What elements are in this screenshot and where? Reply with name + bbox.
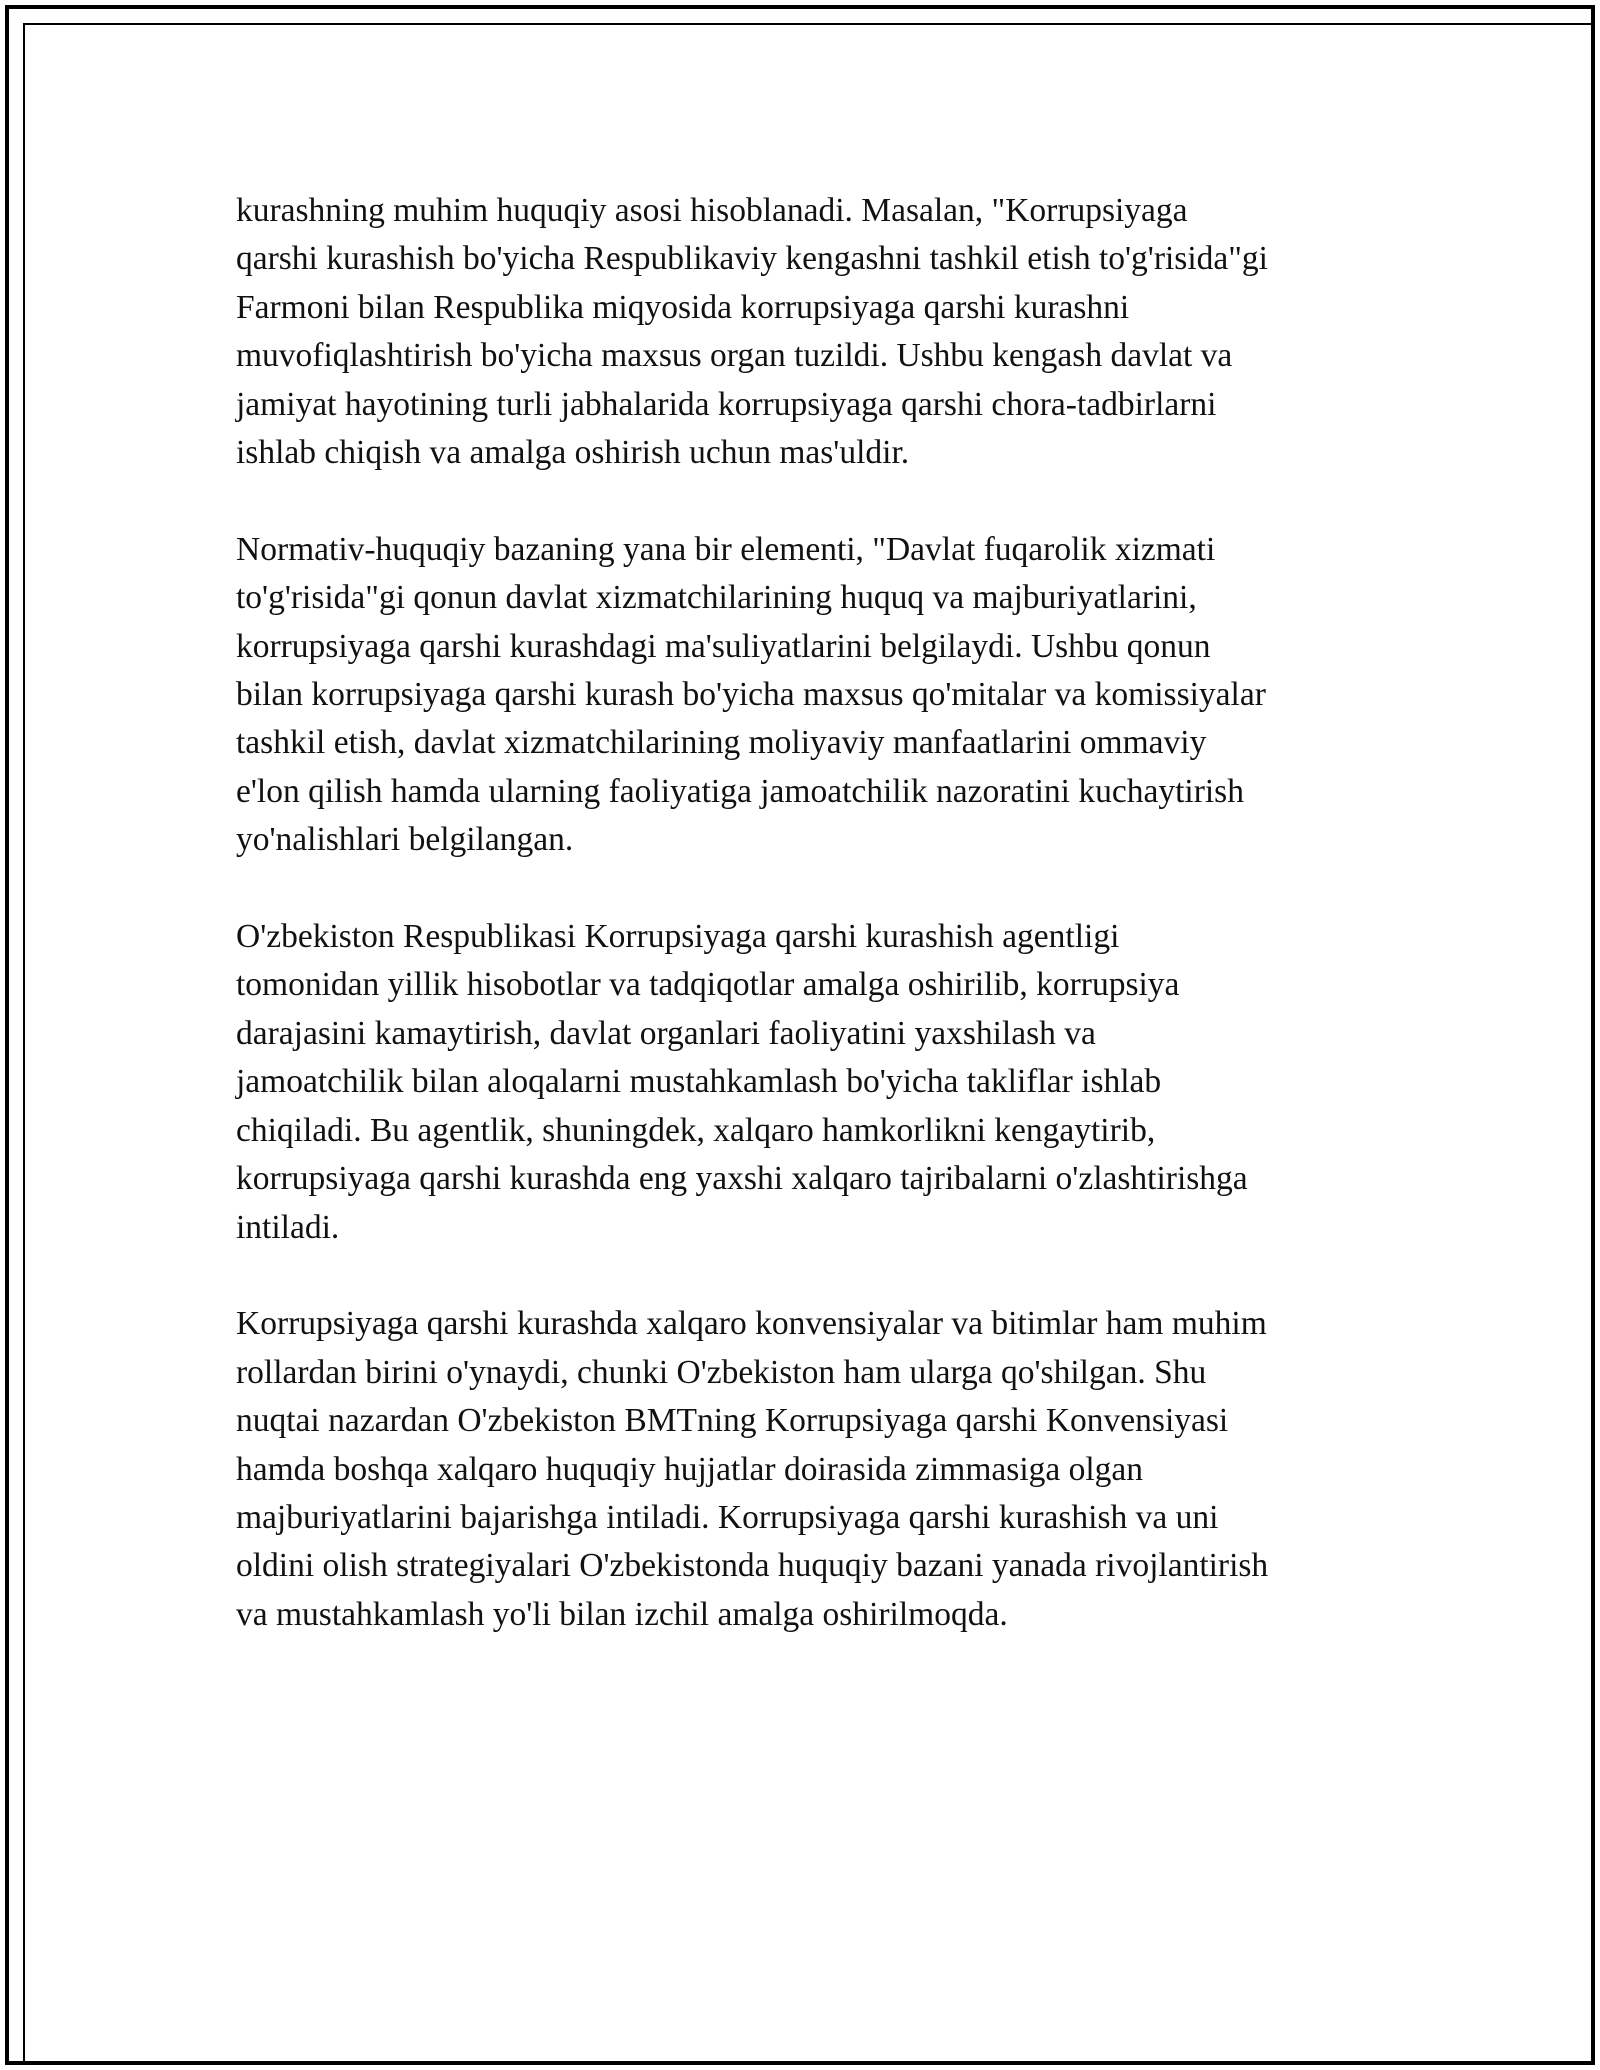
text-line: Korrupsiyaga qarshi kurashda xalqaro konvensiyalar va bitimlar ham muhim [236,1305,1267,1343]
text-line: tomonidan yillik hisobotlar va tadqiqotlar amalga oshirilib, korrupsiya [236,966,1180,1004]
text-line: tashkil etish, davlat xizmatchilarining moliyaviy manfaatlarini ommaviy [236,724,1207,762]
text-line: bilan korrupsiyaga qarshi kurash bo'yicha maxsus qo'mitalar va komissiyalar [236,676,1266,714]
text-line: rollardan birini o'ynaydi, chunki O'zbekiston ham ularga qo'shilgan. Shu [236,1353,1207,1391]
text-line: intiladi. [236,1208,340,1246]
paragraph-2 [236,526,1376,865]
text-line: korrupsiyaga qarshi kurashda eng yaxshi xalqaro tajribalarni o'zlashtirishga [236,1160,1248,1198]
text-line: O'zbekiston Respublikasi Korrupsiyaga qarshi kurashish agentligi [236,918,1120,956]
text-line: majburiyatlarini bajarishga intiladi. Korrupsiyaga qarshi kurashish va uni [236,1498,1219,1536]
text-line: ishlab chiqish va amalga oshirish uchun mas'uldir. [236,434,910,472]
text-line: qarshi kurashish bo'yicha Respublikaviy kengashni tashkil etish to'g'risida"gi [236,240,1268,278]
text-line: e'lon qilish hamda ularning faoliyatiga jamoatchilik nazoratini kuchaytirish [236,772,1244,810]
text-line: to'g'risida"gi qonun davlat xizmatchilarining huquq va majburiyatlarini, [236,579,1197,617]
paragraph-1 [236,187,1376,477]
text-line: darajasini kamaytirish, davlat organlari faoliyatini yaxshilash va [236,1014,1096,1052]
text-line: jamoatchilik bilan aloqalarni mustahkamlash bo'yicha takliflar ishlab [236,1063,1162,1101]
text-line: jamiyat hayotining turli jabhalarida korrupsiyaga qarshi chora-tadbirlarni [236,385,1217,423]
text-line: oldini olish strategiyalari O'zbekistonda huquqiy bazani yanada rivojlantirish [236,1547,1269,1585]
paragraph-4 [236,1300,1376,1639]
text-line: Farmoni bilan Respublika miqyosida korrupsiyaga qarshi kurashni [236,288,1130,326]
text-line: Normativ-huquqiy bazaning yana bir elementi, "Davlat fuqarolik xizmati [236,530,1216,568]
text-line: yo'nalishlari belgilangan. [236,821,574,859]
text-line: hamda boshqa xalqaro huquqiy hujjatlar doirasida zimmasiga olgan [236,1450,1144,1488]
text-line: va mustahkamlash yo'li bilan izchil amalga oshirilmoqda. [236,1595,1008,1633]
text-line: korrupsiyaga qarshi kurashdagi ma'suliyatlarini belgilaydi. Ushbu qonun [236,627,1211,665]
text-line: nuqtai nazardan O'zbekiston BMTning Korrupsiyaga qarshi Konvensiyasi [236,1402,1229,1440]
paragraph-3 [236,913,1376,1252]
text-line: kurashning muhim huquqiy asosi hisoblanadi. Masalan, "Korrupsiyaga [236,192,1188,229]
text-line: muvofiqlashtirish bo'yicha maxsus organ tuzildi. Ushbu kengash davlat va [236,337,1233,375]
text-line: chiqiladi. Bu agentlik, shuningdek, xalqaro hamkorlikni kengaytirib, [236,1111,1156,1149]
document-body [236,187,1376,1688]
